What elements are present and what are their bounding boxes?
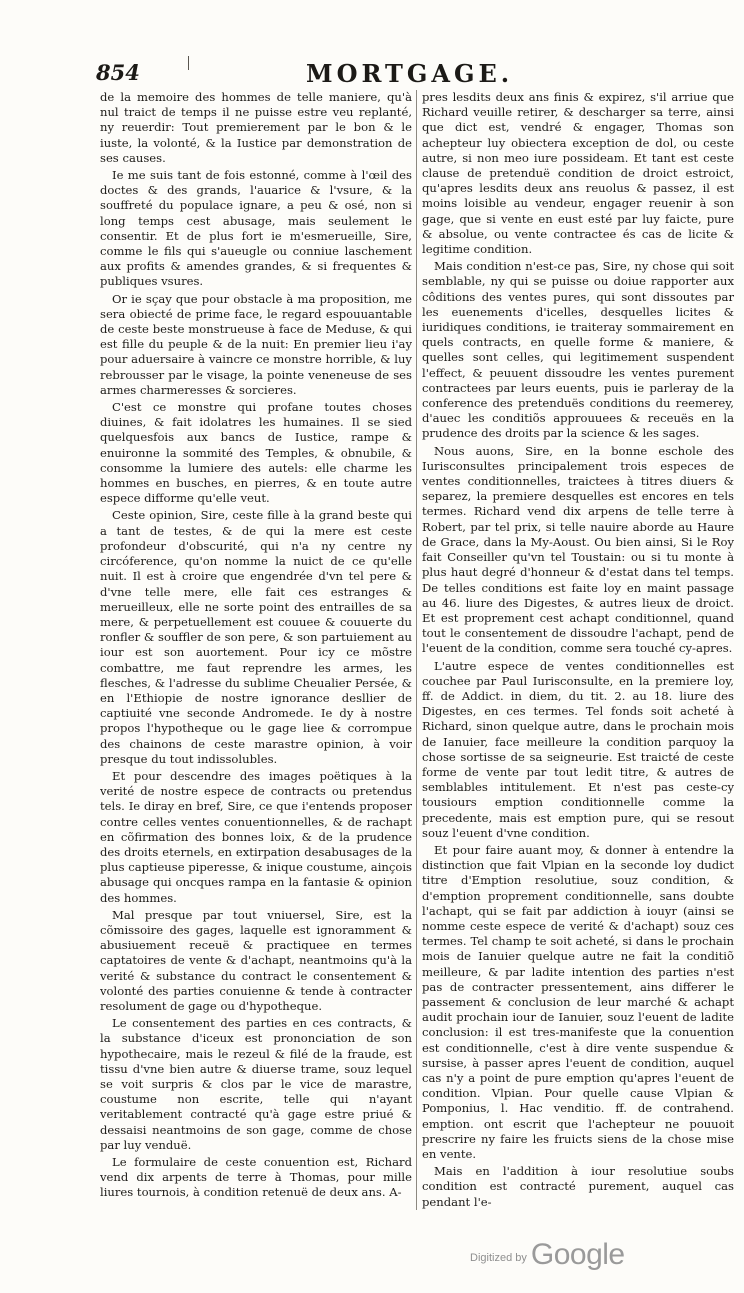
paragraph: L'autre espece de ventes conditionnelles est couchee par Paul Iurisconsulte, en la premiere loy, ff. de Addict. in diem, du tit. 2. au 18. liure des Digestes, en ces termes. Tel fonds soit acheté à Richard, sinon quelque autre, dans le prochain mois de Ianuier, face meilleure la condition parquoy la chose sortisse de sa seigneurie. Est traicté de ceste forme de vente par tout ledit titre, & autres de semblables intitulement. Et n'est pas ceste-cy tousiours emption conditionnelle comme la precedente, mais est emption pure, qui se resout souz l'euent d'vne condition.: [422, 658, 734, 840]
scan-mark: [188, 56, 189, 70]
paragraph: Mais condition n'est-ce pas, Sire, ny chose qui soit semblable, ny qui se puisse ou doiue rapporter aux côditions des ventes pures, qui sont dissoutes par les euenements d'icelles, desquelles licites & iuridiques conditions, ie traiteray sommairement en quels contracts, en quelle forme & maniere, & quelles sont celles, qui legitimement suspendent l'effect, & peuuent dissoudre les ventes purement contractees par leurs euents, puis ie parleray de la conference des pretenduës conditions du reemerey, d'auec les conditiõs approuuees & receuës en la prudence des droits par la science & les sages.: [422, 259, 734, 441]
paragraph: Ceste opinion, Sire, ceste fille à la grand beste qui a tant de testes, & de qui la mere est ceste profondeur d'obscurité, qui n'a ny centre ny circóference, qu'on nomme la nuict de ce qu'elle nuit. Il est à croire que engendrée d'vn tel pere & d'vne telle mere, elle fait ces estranges & merueilleux, elle ne sorte point des entrailles de sa mere, & perpetuellement est couuee & couuerte du ronfler & souffler de son pere, & son partuiement au iour est son auortement. Pour icy ce mõstre combattre, me faut reprendre les armes, les flesches, & l'adresse du sublime Cheualier Persée, & en l'Ethiopie de nostre ignorance desllier de captiuité vne seconde Andromede. Ie dy à nostre propos l'hypotheque ou le gage liee & corrompue des chainons de ceste marastre opinion, à voir presque du tout indissolubles.: [100, 508, 412, 766]
watermark-prefix: Digitized by: [470, 1252, 527, 1264]
paragraph: Et pour faire auant moy, & donner à entendre la distinction que fait Vlpian en la seconde loy dudict titre d'Emption resolutiue, souz condition, & d'emption proprement conditionnelle, sans doubte l'achapt, qui se fait par addiction à iouyr (ainsi se nomme ceste espece de verité & d'achapt) souz ces termes. Tel champ te soit acheté, si dans le prochain mois de Ianuier quelque autre ne fait la conditiõ meilleure, & par ladite intention des parties n'est pas de contracter pressentement, ains differer le passement & conclusion de leur marché & achapt audit prochain iour de Ianuier, souz l'euent de ladite conclusion: il est tres-manifeste que la conuention est conditionnelle, c'est à dire vente suspendue & sursise, à passer apres l'euent de condition, auquel cas n'y a point de pure emption qu'apres l'euent de condition. Vlpian. Pour quelle cause Vlpian & Pomponius, l. Hac venditio. ff. de contrahend. emption. ont escrit que l'achepteur ne pouuoit prescrire ny faire les fruicts siens de la chose mise en vente.: [422, 842, 734, 1162]
paragraph: pres lesdits deux ans finis & expirez, s'il arriue que Richard veuille retirer, & descharger sa terre, ainsi que dict est, vendré & engager, Thomas son achepteur luy obiectera exception de dol, ou ceste autre, si non meo iure possideam. Et tant est ceste clause de pretenduë condition de droict estroict, qu'apres lesdits deux ans reuolus & passez, il est moins loisible au vendeur, engager reuenir à son gage, que si vente en eust esté par luy faicte, pure & absolue, ou vente contractee és cas de licite & legitime condition.: [422, 90, 734, 257]
right-column: [422, 90, 734, 1210]
paragraph: Le formulaire de ceste conuention est, Richard vend dix arpents de terre à Thomas, pour mille liures tournois, à condition retenuë de deux ans. A-: [100, 1155, 412, 1200]
page-header: [96, 60, 736, 90]
paragraph: Mal presque par tout vniuersel, Sire, est la cõmissoire des gages, laquelle est ignoramment & abusiuement receuë & practiquee en termes captatoires de vente & d'achapt, neantmoins qu'à la verité & substance du contract le consentement & volonté des parties conuienne & tende à contracter resolument de gage ou d'hypotheque.: [100, 907, 412, 1013]
paragraph: Le consentement des parties en ces contracts, & la substance d'iceux est prononciation de son hypothecaire, mais le rezeul & filé de la fraude, est tissu d'vne bien autre & diuerse trame, souz lequel se voit surpris & clos par le vice de marastre, coustume non escrite, telle qui n'ayant veritablement contracté qu'à gage estre priué & dessaisi neantmoins de son gage, comme de chose par luy venduë.: [100, 1016, 412, 1152]
paragraph: Or ie sçay que pour obstacle à ma proposition, me sera obiecté de prime face, le regard espouuantable de ceste beste monstrueuse à face de Meduse, & qui est fille du peuple & de la nuit: En premier lieu i'ay pour aduersaire à vaincre ce monstre horrible, & luy rebrousser par le visage, la pointe veneneuse de ses armes charmeresses & sorcieres.: [100, 291, 412, 397]
column-divider: [416, 90, 417, 1210]
digitized-by-google-watermark: [470, 1238, 625, 1272]
page-number: 854: [96, 60, 140, 85]
paragraph: C'est ce monstre qui profane toutes choses diuines, & fait idolatres les humaines. Il se sied quelquesfois aux bancs de Iustice, rampe & enuironne la sommité des Temples, & obnubile, & consomme la lumiere des autels: elle charme les hommes en busches, en pierres, & en toute autre espece difforme qu'elle veut.: [100, 400, 412, 506]
paragraph: Nous auons, Sire, en la bonne eschole des Iurisconsultes principalement trois especes de ventes conditionnelles, traictees à titres diuers & separez, la premiere desquelles est encores en tels termes. Richard vend dix arpens de telle terre à Robert, par tel prix, si telle nauire aborde au Haure de Grace, dans la My-Aoust. Ou bien ainsi, Si le Roy fait Conseiller qu'vn tel Toustain: ou si tu monte à plus haut degré d'honneur & d'estat dans tel temps. De telles conditions est faite loy en maint passage au 46. liure des Digestes, & autres lieux de droict. Et est proprement cest achapt conditionnel, quand tout le consentement de dissoudre l'achapt, pend de l'euent de la condition, comme sera touché cy-apres.: [422, 443, 734, 656]
paragraph: Mais en l'addition à iour resolutiue soubs condition est contracté purement, auquel cas pendant l'e-: [422, 1164, 734, 1209]
paragraph: Ie me suis tant de fois estonné, comme à l'œil des doctes & des grands, l'auarice & l'vsure, & la souffreté du populace ignare, a peu & osé, non si long temps cest abusage, mais seulement le consentir. Et de plus fort ie m'esmerueille, Sire, comme le fils qui s'aueugle ou conniue laschement aux profits & amendes grandes, & si frequentes & publiques vsures.: [100, 168, 412, 289]
paragraph: de la memoire des hommes de telle maniere, qu'à nul traict de temps il ne puisse estre veu replanté, ny reuerdir: Tout premierement par le bon & le iuste, la volonté, & la Iustice par demonstration de ses causes.: [100, 90, 412, 165]
google-logo: Google: [530, 1238, 625, 1271]
left-column: [100, 90, 412, 1210]
paragraph: Et pour descendre des images poëtiques à la verité de nostre espece de contracts ou pretendus tels. Ie diray en bref, Sire, ce que i'entends proposer contre celles ventes conuentionnelles, & de rachapt en cõfirmation des bonnes loix, & de la prudence des droits eternels, en extirpation desabusages de la plus captieuse piperesse, & inique coustume, ainçois abusage qui oncques rampa en la fantasie & opinion des hommes.: [100, 768, 412, 905]
running-title: MORTGAGE.: [306, 59, 514, 88]
